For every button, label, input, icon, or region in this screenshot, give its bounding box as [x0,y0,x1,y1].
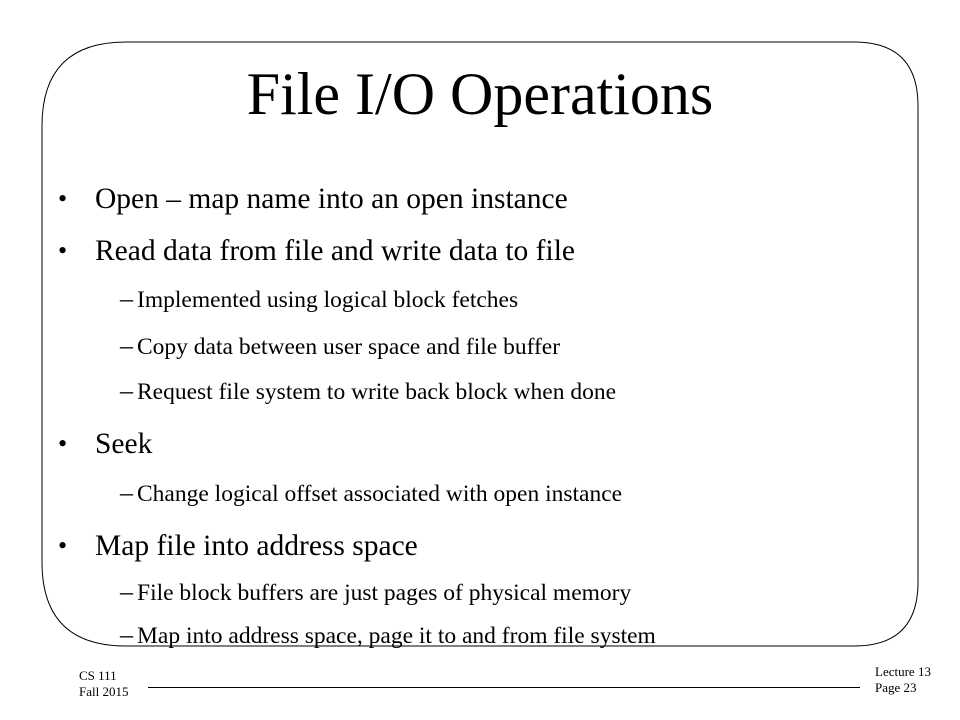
slide-title: File I/O Operations [246,61,714,127]
dash-marker: – [120,577,133,606]
bullet-marker: • [58,236,68,265]
footer-course-info [79,668,128,700]
dash-marker: – [120,376,133,405]
footer-page-number: Page 23 [875,680,917,695]
footer-page-info [875,664,931,696]
sub-bullet-text: File block buffers are just pages of physical memory [137,580,632,606]
dash-marker: – [120,478,133,507]
sub-bullet-text: Map into address space, page it to and from file system [137,623,656,649]
sub-bullet-text: Copy data between user space and file buffer [137,334,561,360]
dash-marker: – [120,284,133,313]
sub-bullet-text: Change logical offset associated with open instance [137,481,623,507]
footer-course: CS 111 [79,668,117,683]
bullet-text: Open – map name into an open instance [95,183,568,215]
bullet-marker: • [58,184,68,213]
sub-bullet-text: Implemented using logical block fetches [137,287,519,313]
footer-term: Fall 2015 [79,684,129,699]
dash-marker: – [120,331,133,360]
bullet-marker: • [58,429,68,458]
bullet-text: Read data from file and write data to file [95,235,575,267]
sub-bullet-text: Request file system to write back block when done [137,379,617,405]
footer-divider [148,687,860,688]
bullet-text: Seek [95,428,153,460]
bullet-text: Map file into address space [95,530,418,562]
dash-marker: – [120,620,133,649]
footer-lecture: Lecture 13 [875,664,931,679]
bullet-marker: • [58,531,68,560]
